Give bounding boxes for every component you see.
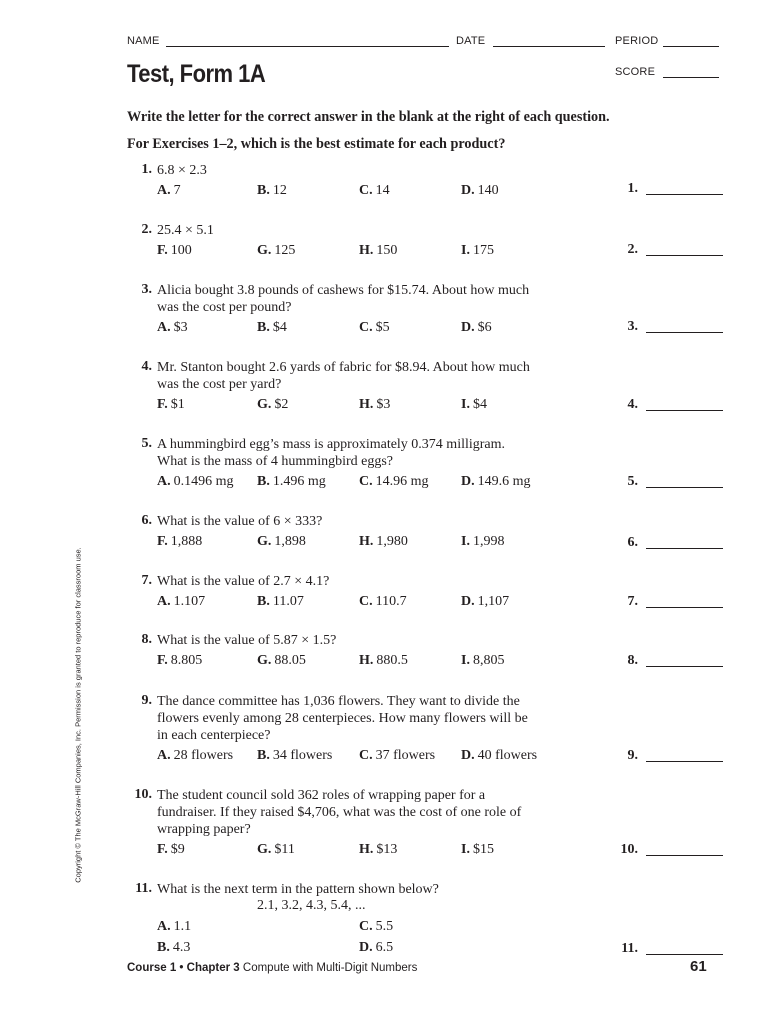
- answer-blank[interactable]: [646, 332, 723, 333]
- option-letter: I.: [461, 397, 470, 412]
- answer-option: [461, 183, 499, 199]
- answer-option: [257, 243, 295, 259]
- question-number: 4.: [141, 359, 152, 374]
- option-letter: I.: [461, 243, 470, 258]
- answer-option: [157, 397, 185, 413]
- answer-option: [461, 842, 494, 858]
- answer-option: [157, 940, 190, 956]
- instructions: Write the letter for the correct answer in the blank at the right of each question.: [127, 109, 610, 125]
- option-letter: I.: [461, 534, 470, 549]
- period-blank[interactable]: [663, 46, 719, 47]
- option-text: $6: [477, 320, 492, 335]
- option-text: 34 flowers: [272, 748, 333, 763]
- option-text: 40 flowers: [477, 748, 538, 763]
- question-number: 3.: [141, 282, 152, 297]
- option-letter: B.: [257, 183, 270, 198]
- page-title: Test, Form 1A: [127, 60, 266, 88]
- exercise-prompt: For Exercises 1–2, which is the best estimate for each product?: [127, 136, 506, 152]
- option-letter: D.: [461, 748, 475, 763]
- answer-option: [157, 474, 234, 490]
- option-text: $2: [274, 397, 289, 412]
- option-text: 11.07: [272, 594, 304, 609]
- option-text: $1: [170, 397, 185, 412]
- answer-option: [359, 594, 407, 610]
- name-label: NAME: [127, 35, 160, 47]
- pattern-sequence: 2.1, 3.2, 4.3, 5.4, ...: [257, 898, 366, 913]
- answer-option: [157, 842, 185, 858]
- option-letter: G.: [257, 243, 272, 258]
- option-text: 140: [477, 183, 499, 198]
- option-text: 1.1: [173, 919, 192, 934]
- option-text: 880.5: [376, 653, 408, 668]
- option-text: 175: [472, 243, 494, 258]
- option-text: $13: [376, 842, 398, 857]
- question-text: The dance committee has 1,036 flowers. They want to divide the: [157, 694, 520, 709]
- question-text: The student council sold 362 roles of wrapping paper for a: [157, 788, 486, 803]
- option-letter: D.: [461, 320, 475, 335]
- option-letter: A.: [157, 320, 171, 335]
- question-text: was the cost per yard?: [157, 377, 282, 392]
- answer-option: [359, 748, 435, 764]
- answer-blank-number: 1.: [627, 181, 638, 196]
- option-letter: H.: [359, 243, 374, 258]
- answer-blank[interactable]: [646, 954, 723, 955]
- question-text: Mr. Stanton bought 2.6 yards of fabric for $8.94. About how much: [157, 360, 530, 375]
- question-text: in each centerpiece?: [157, 728, 271, 743]
- option-letter: F.: [157, 653, 168, 668]
- option-letter: C.: [359, 748, 373, 763]
- option-letter: B.: [157, 940, 170, 955]
- option-letter: I.: [461, 842, 470, 857]
- option-text: 14: [375, 183, 390, 198]
- answer-blank[interactable]: [646, 666, 723, 667]
- answer-option: [157, 243, 192, 259]
- option-letter: H.: [359, 653, 374, 668]
- page-number: 61: [690, 958, 707, 975]
- option-letter: A.: [157, 474, 171, 489]
- score-blank[interactable]: [663, 77, 719, 78]
- question-text: A hummingbird egg’s mass is approximately 0.374 milligram.: [157, 437, 506, 452]
- footer-course: Course 1: [127, 962, 177, 974]
- option-text: 1,898: [274, 534, 306, 549]
- footer-bullet: •: [179, 962, 184, 974]
- option-letter: H.: [359, 842, 374, 857]
- question-number: 7.: [141, 573, 152, 588]
- answer-blank-number: 8.: [627, 653, 638, 668]
- period-label: PERIOD: [615, 35, 659, 47]
- option-text: 5.5: [375, 919, 394, 934]
- answer-option: [359, 474, 429, 490]
- question-text: What is the value of 2.7 × 4.1?: [157, 574, 330, 589]
- answer-option: [157, 183, 181, 199]
- answer-blank[interactable]: [646, 487, 723, 488]
- footer-subtitle: Compute with Multi-Digit Numbers: [242, 962, 418, 974]
- answer-option: [157, 534, 202, 550]
- answer-option: [257, 474, 326, 490]
- option-text: $9: [170, 842, 185, 857]
- answer-option: [157, 748, 233, 764]
- question-text: flowers evenly among 28 centerpieces. How many flowers will be: [157, 711, 528, 726]
- answer-option: [461, 474, 531, 490]
- option-text: 1.496 mg: [272, 474, 326, 489]
- answer-blank[interactable]: [646, 410, 723, 411]
- question-number: 11.: [135, 881, 152, 896]
- option-letter: F.: [157, 397, 168, 412]
- option-text: $5: [375, 320, 390, 335]
- answer-option: [359, 397, 390, 413]
- answer-option: [461, 243, 494, 259]
- question-number: 9.: [141, 693, 152, 708]
- question-text: What is the next term in the pattern shown below?: [157, 882, 439, 897]
- option-letter: A.: [157, 183, 171, 198]
- option-text: $4: [272, 320, 287, 335]
- answer-blank[interactable]: [646, 607, 723, 608]
- answer-option: [359, 534, 408, 550]
- option-letter: B.: [257, 320, 270, 335]
- option-letter: A.: [157, 594, 171, 609]
- answer-option: [257, 748, 332, 764]
- answer-option: [359, 842, 397, 858]
- option-letter: G.: [257, 534, 272, 549]
- option-text: 8.805: [170, 653, 203, 668]
- option-text: 7: [173, 183, 181, 198]
- score-label: SCORE: [615, 66, 656, 78]
- option-letter: G.: [257, 842, 272, 857]
- option-letter: B.: [257, 474, 270, 489]
- answer-option: [157, 653, 202, 669]
- question-text: 6.8 × 2.3: [157, 163, 207, 178]
- answer-option: [157, 594, 205, 610]
- question-number: 5.: [141, 436, 152, 451]
- option-letter: F.: [157, 842, 168, 857]
- option-letter: G.: [257, 653, 272, 668]
- option-text: $15: [472, 842, 494, 857]
- answer-blank[interactable]: [646, 255, 723, 256]
- answer-blank[interactable]: [646, 194, 723, 195]
- question-text: was the cost per pound?: [157, 300, 292, 315]
- question-number: 10.: [134, 787, 152, 802]
- option-text: $3: [376, 397, 391, 412]
- answer-blank[interactable]: [646, 761, 723, 762]
- question-number: 2.: [141, 222, 152, 237]
- answer-blank-number: 7.: [627, 594, 638, 609]
- name-blank[interactable]: [166, 46, 449, 47]
- option-letter: C.: [359, 594, 373, 609]
- answer-option: [359, 653, 408, 669]
- answer-option: [359, 243, 397, 259]
- answer-option: [359, 183, 390, 199]
- answer-option: [257, 320, 287, 336]
- option-letter: B.: [257, 594, 270, 609]
- option-letter: C.: [359, 320, 373, 335]
- question-text: What is the mass of 4 hummingbird eggs?: [157, 454, 394, 469]
- question-number: 1.: [141, 162, 152, 177]
- answer-option: [461, 397, 487, 413]
- answer-option: [359, 919, 393, 935]
- option-text: 150: [376, 243, 398, 258]
- option-text: 149.6 mg: [477, 474, 531, 489]
- answer-option: [257, 397, 288, 413]
- option-text: 12: [272, 183, 287, 198]
- option-letter: D.: [359, 940, 373, 955]
- option-letter: D.: [461, 594, 475, 609]
- option-letter: F.: [157, 243, 168, 258]
- option-text: 1,998: [472, 534, 505, 549]
- answer-option: [257, 594, 304, 610]
- answer-blank-number: 11.: [621, 941, 638, 956]
- option-letter: C.: [359, 474, 373, 489]
- question-text: fundraiser. If they raised $4,706, what was the cost of one role of: [157, 805, 522, 820]
- question-text: 25.4 × 5.1: [157, 223, 214, 238]
- answer-option: [461, 320, 492, 336]
- footer-chapter: Chapter 3: [186, 962, 240, 974]
- question-text: wrapping paper?: [157, 822, 251, 837]
- answer-blank-number: 10.: [620, 842, 638, 857]
- question-number: 6.: [141, 513, 152, 528]
- question-text: What is the value of 6 × 333?: [157, 514, 323, 529]
- option-text: 1.107: [173, 594, 206, 609]
- answer-option: [157, 320, 188, 336]
- option-letter: D.: [461, 474, 475, 489]
- option-text: 110.7: [375, 594, 407, 609]
- option-text: 8,805: [472, 653, 505, 668]
- option-letter: C.: [359, 183, 373, 198]
- option-text: 37 flowers: [375, 748, 436, 763]
- answer-option: [257, 534, 306, 550]
- answer-option: [359, 940, 393, 956]
- question-text: What is the value of 5.87 × 1.5?: [157, 633, 337, 648]
- question-text: Alicia bought 3.8 pounds of cashews for $15.74. About how much: [157, 283, 530, 298]
- option-text: 4.3: [172, 940, 191, 955]
- copyright-notice: Copyright © The McGraw-Hill Companies, Inc. Permission is granted to reproduce for classroom use.: [73, 547, 83, 883]
- option-text: 125: [274, 243, 296, 258]
- answer-blank-number: 6.: [627, 535, 638, 550]
- footer: [127, 962, 417, 974]
- option-letter: C.: [359, 919, 373, 934]
- answer-option: [461, 594, 509, 610]
- option-letter: H.: [359, 397, 374, 412]
- answer-blank-number: 3.: [627, 319, 638, 334]
- question-number: 8.: [141, 632, 152, 647]
- answer-blank[interactable]: [646, 548, 723, 549]
- option-letter: G.: [257, 397, 272, 412]
- option-letter: A.: [157, 748, 171, 763]
- answer-option: [461, 653, 504, 669]
- option-letter: A.: [157, 919, 171, 934]
- option-letter: D.: [461, 183, 475, 198]
- answer-option: [257, 842, 295, 858]
- option-letter: I.: [461, 653, 470, 668]
- option-text: $3: [173, 320, 188, 335]
- option-text: 1,980: [376, 534, 408, 549]
- option-text: 1,888: [170, 534, 203, 549]
- option-text: 100: [170, 243, 192, 258]
- date-blank[interactable]: [493, 46, 605, 47]
- option-text: 14.96 mg: [375, 474, 429, 489]
- option-text: 88.05: [274, 653, 306, 668]
- answer-blank-number: 4.: [627, 397, 638, 412]
- answer-blank-number: 9.: [627, 748, 638, 763]
- option-text: 6.5: [375, 940, 394, 955]
- answer-option: [461, 748, 537, 764]
- option-letter: H.: [359, 534, 374, 549]
- answer-option: [257, 183, 287, 199]
- option-text: $4: [472, 397, 487, 412]
- option-text: 28 flowers: [173, 748, 234, 763]
- answer-blank-number: 5.: [627, 474, 638, 489]
- option-text: $11: [274, 842, 295, 857]
- date-label: DATE: [456, 35, 486, 47]
- option-letter: F.: [157, 534, 168, 549]
- option-letter: B.: [257, 748, 270, 763]
- option-text: 1,107: [477, 594, 510, 609]
- answer-blank-number: 2.: [627, 242, 638, 257]
- answer-option: [157, 919, 191, 935]
- answer-option: [461, 534, 504, 550]
- answer-option: [359, 320, 390, 336]
- answer-option: [257, 653, 306, 669]
- option-text: 0.1496 mg: [173, 474, 234, 489]
- answer-blank[interactable]: [646, 855, 723, 856]
